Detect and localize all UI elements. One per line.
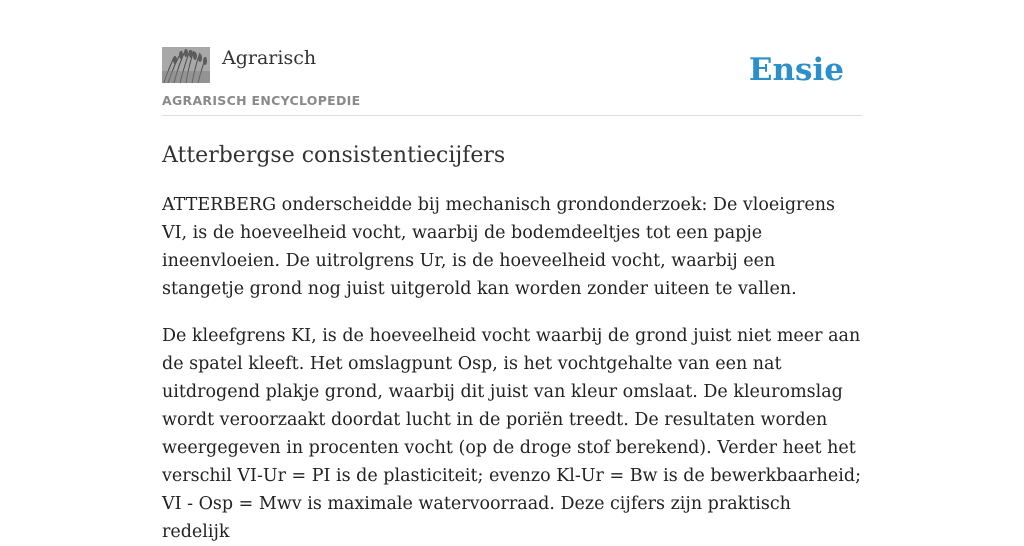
wheat-ears-icon[interactable] [162, 47, 210, 83]
source-subtitle: AGRARISCH ENCYCLOPEDIE [162, 93, 361, 108]
content-column [162, 0, 862, 546]
brand-logo[interactable]: Ensie [748, 52, 844, 88]
article-paragraph: ATTERBERG onderscheidde bij mechanisch grondonderzoek: De vloeigrens VI, is de hoeveelheid vocht, waarbij de bodemdeeltjes tot een papje ineenvloeien. De uitrolgrens Ur, is de hoeveelheid vocht, waarbij een stangetje grond nog juist uitgerold kan worden zonder uiteen te vallen. [162, 195, 836, 299]
article-title: Atterbergse consistentiecijfers [162, 143, 506, 168]
source-header [162, 0, 862, 116]
article-paragraph: De kleefgrens KI, is de hoeveelheid vocht waarbij de grond juist niet meer aan de spatel kleeft. Het omslagpunt Osp, is het vochtgehalte van een nat uitdrogend plakje grond, waarbij dit juist van kleur omslaat. De kleuromslag wordt veroorzaakt doordat lucht in de poriën treedt. De resultaten worden weergegeven in procenten vocht (op de droge stof berekend). Verder heet het verschil VI-Ur = PI is de plasticiteit; evenzo Kl-Ur = Bw is de bewerkbaarheid; VI - Osp = Mwv is maximale watervoorraad. Deze cijfers zijn praktisch redelijk [162, 326, 861, 542]
source-name[interactable]: Agrarisch [222, 47, 317, 69]
